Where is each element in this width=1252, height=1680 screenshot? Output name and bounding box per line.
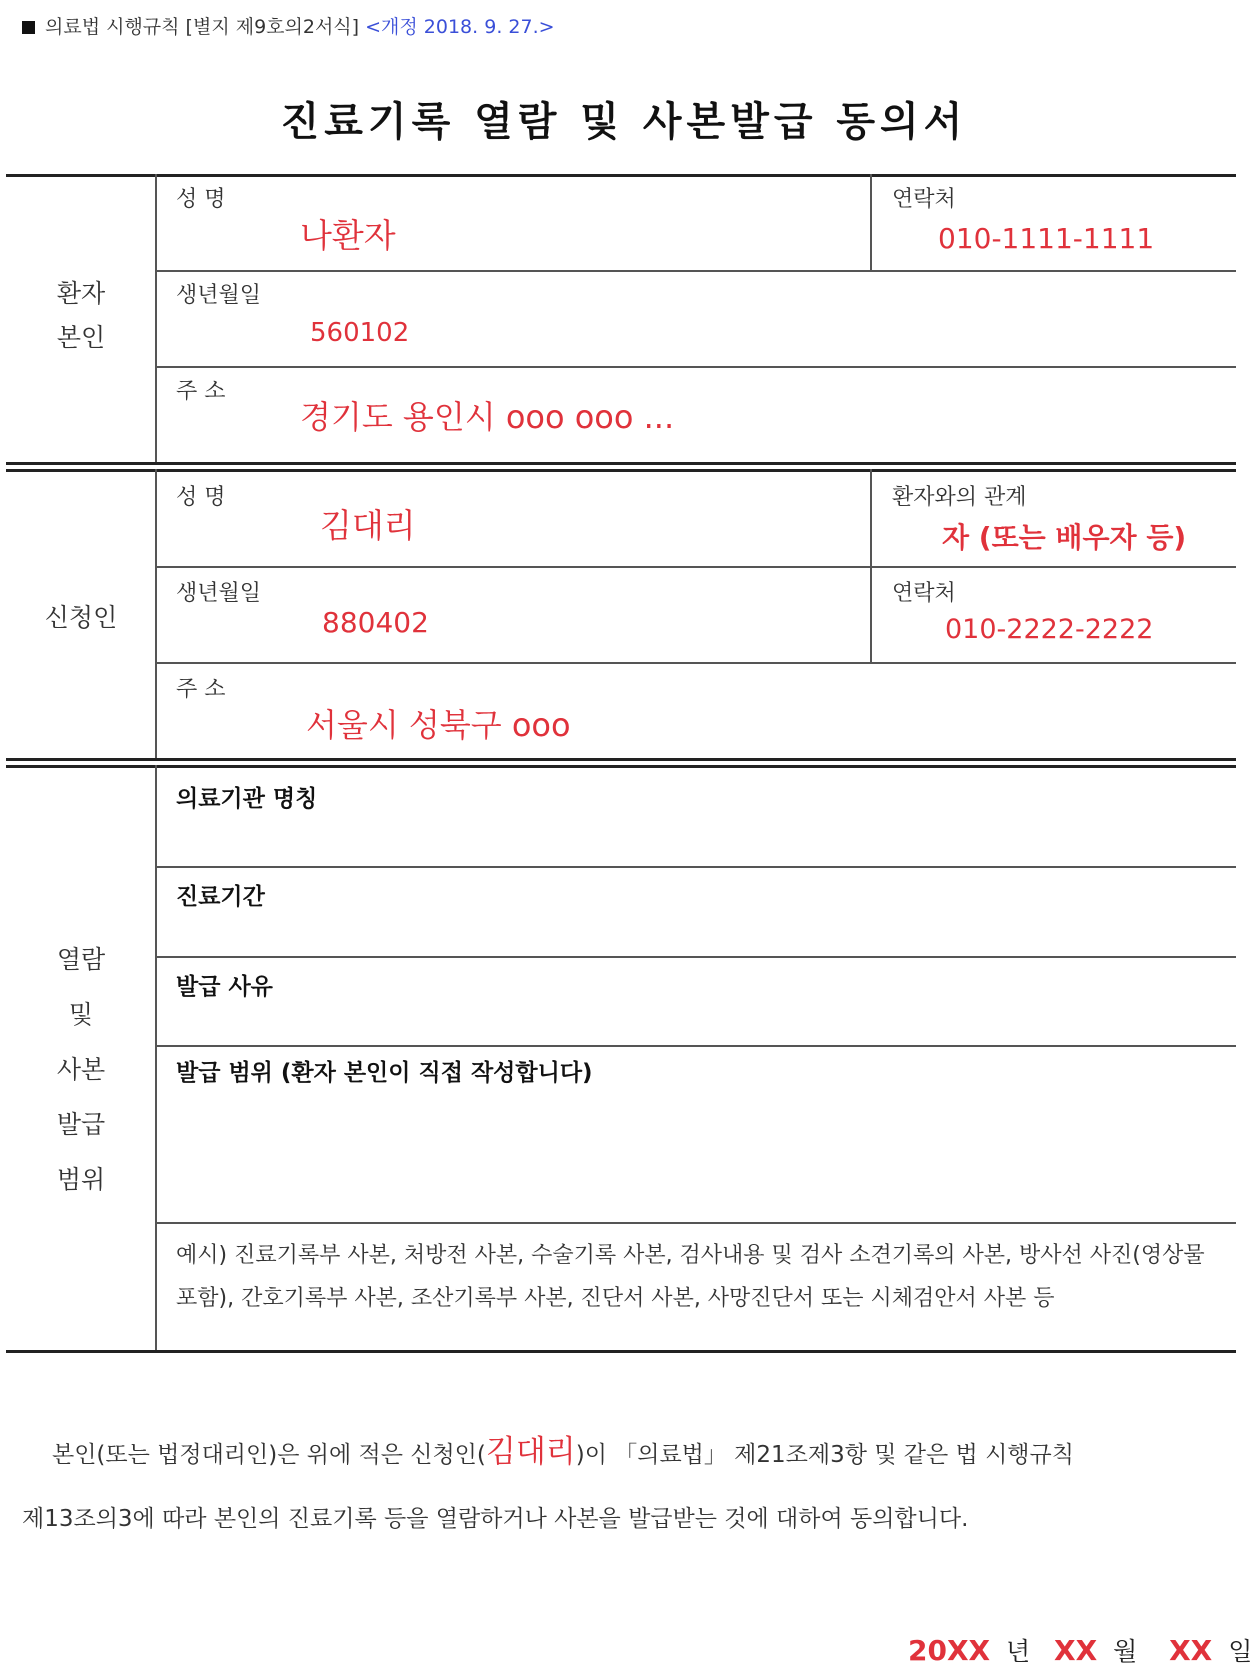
applicant-contact-field[interactable]: 010-2222-2222 — [945, 614, 1154, 645]
section-divider — [6, 462, 1236, 465]
row-divider — [156, 270, 1236, 272]
table-bottom-rule — [6, 1350, 1236, 1353]
table-top-rule — [6, 174, 1236, 177]
consent-text-before: 본인(또는 법정대리인)은 위에 적은 신청인( — [52, 1442, 486, 1468]
patient-contact-field[interactable]: 010-1111-1111 — [938, 222, 1155, 255]
row-divider — [156, 566, 1236, 568]
reason-label: 발급 사유 — [176, 974, 273, 1000]
date-day[interactable]: XX — [1169, 1634, 1213, 1667]
applicant-birth-label: 생년월일 — [176, 581, 262, 606]
patient-address-field[interactable]: 경기도 용인시 ooo ooo ... — [300, 398, 675, 436]
institution-label: 의료기관 명칭 — [176, 786, 318, 812]
patient-contact-label: 연락처 — [892, 187, 956, 212]
contact-column-divider — [870, 174, 872, 270]
reason-field[interactable] — [176, 1000, 1216, 1040]
row-divider — [156, 366, 1236, 368]
square-bullet-icon — [22, 21, 35, 34]
consent-line-2: 제13조의3에 따라 본인의 진료기록 등을 열람하거나 사본을 발급받는 것에 대하여 동의합니다. — [22, 1506, 969, 1532]
signature-date — [908, 1632, 1252, 1668]
consent-applicant-name: 김대리 — [485, 1434, 576, 1470]
section-divider — [6, 765, 1236, 768]
applicant-birth-field[interactable]: 880402 — [322, 606, 429, 639]
patient-label-line: 본인 — [56, 322, 106, 352]
applicant-contact-label: 연락처 — [892, 581, 956, 606]
patient-birth-label: 생년월일 — [176, 283, 262, 308]
date-year[interactable]: 20XX — [908, 1634, 991, 1667]
scope-label-line: 열람 — [56, 945, 106, 974]
relation-field[interactable]: 자 (또는 배우자 등) — [942, 521, 1187, 554]
scope-label-line: 사본 — [56, 1055, 106, 1084]
section-divider — [6, 469, 1236, 472]
row-divider — [156, 662, 1236, 664]
revision-date: <개정 2018. 9. 27.> — [365, 16, 555, 38]
consent-line-1 — [52, 1426, 1074, 1471]
period-label: 진료기간 — [176, 884, 265, 910]
patient-birth-field[interactable]: 560102 — [310, 318, 410, 348]
row-divider — [156, 956, 1236, 958]
form-ref-text: 의료법 시행규칙 [별지 제9호의2서식] — [45, 16, 360, 38]
period-field[interactable] — [176, 910, 1216, 950]
institution-field[interactable] — [176, 815, 1216, 859]
patient-name-label: 성 명 — [176, 187, 226, 212]
date-month[interactable]: XX — [1054, 1634, 1098, 1667]
relation-column-divider — [870, 469, 872, 662]
date-day-unit: 일 — [1228, 1637, 1252, 1666]
page-title: 진료기록 열람 및 사본발급 동의서 — [280, 99, 968, 145]
applicant-address-label: 주 소 — [176, 677, 226, 702]
patient-name-field[interactable]: 나환자 — [300, 216, 396, 255]
row-divider — [156, 1045, 1236, 1047]
row-divider — [156, 1222, 1236, 1224]
form-reference — [22, 12, 555, 39]
consent-text-after: )이 「의료법」 제21조제3항 및 같은 법 시행규칙 — [575, 1442, 1074, 1468]
date-year-unit: 년 — [1006, 1637, 1031, 1666]
applicant-section-label: 신청인 — [44, 603, 118, 632]
scope-label-line: 범위 — [56, 1165, 106, 1194]
applicant-name-label: 성 명 — [176, 485, 226, 510]
scope-label-line: 및 — [68, 1000, 94, 1029]
applicant-name-field[interactable]: 김대리 — [320, 506, 416, 545]
section-divider — [6, 758, 1236, 761]
patient-address-label: 주 소 — [176, 379, 226, 404]
range-example-text: 예시) 진료기록부 사본, 처방전 사본, 수술기록 사본, 검사내용 및 검사 소견기록의 사본, 방사선 사진(영상물 포함), 간호기록부 사본, 조산기록부 사본, 진단서 사본, 사망진단서 또는 시체검안서 사본 등 — [176, 1243, 1205, 1311]
date-month-unit: 월 — [1113, 1637, 1138, 1666]
range-label: 발급 범위 (환자 본인이 직접 작성합니다) — [176, 1060, 593, 1086]
scope-label-line: 발급 — [56, 1110, 106, 1139]
relation-label: 환자와의 관계 — [892, 485, 1027, 510]
patient-label-line: 환자 — [56, 279, 106, 308]
range-field[interactable] — [176, 1090, 1216, 1215]
applicant-address-field[interactable]: 서울시 성북구 ooo — [306, 706, 571, 744]
scope-section-label — [6, 932, 156, 1207]
patient-section-label — [6, 272, 156, 360]
row-divider — [156, 866, 1236, 868]
